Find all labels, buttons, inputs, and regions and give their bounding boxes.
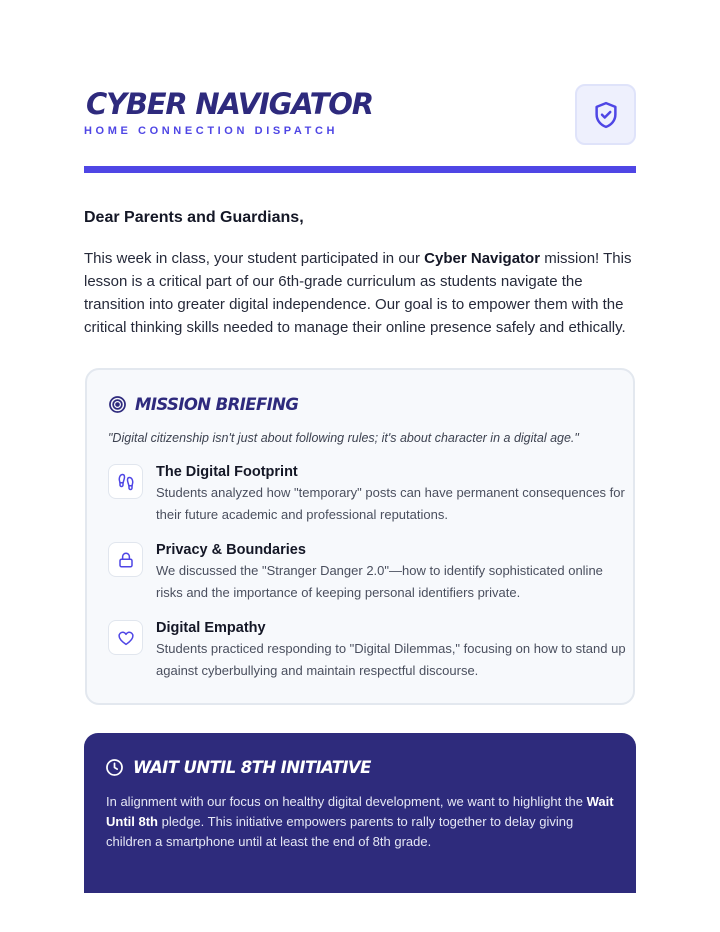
briefing-heading	[108, 392, 298, 416]
intro-text-end: mission! This lesson is a critical part of our 6th-grade curriculum as students navigate the transition into greater digital independence. Our goal is to empower them with the critical thinking skills needed to manage their online presence safely and ethically.	[84, 250, 632, 336]
item-title: The Digital Footprint	[156, 464, 298, 480]
lock-icon	[117, 551, 135, 569]
greeting: Dear Parents and Guardians,	[84, 209, 304, 226]
shield-badge	[575, 84, 636, 145]
briefing-quote: "Digital citizenship isn't just about following rules; it's about character in a digital age."	[108, 431, 579, 445]
clock-icon	[105, 758, 124, 777]
footprints-icon	[117, 473, 135, 491]
wait-highlight: Wait Until 8th	[106, 794, 614, 829]
intro-highlight: Cyber Navigator	[424, 250, 541, 267]
shield-check-icon	[591, 99, 621, 131]
item-description: Students analyzed how "temporary" posts can have permanent consequences for their future academic and professional reputations.	[156, 485, 625, 522]
intro-paragraph	[84, 247, 640, 339]
wait-title: WAIT UNTIL 8TH INITIATIVE	[133, 757, 371, 777]
header	[84, 84, 636, 146]
wait-text-end: pledge. This initiative empowers parents to rally together to delay giving children a smartphone until at least the end of 8th grade.	[106, 814, 574, 849]
briefing-title: MISSION BRIEFING	[135, 394, 299, 414]
intro-text-start: This week in class, your student participated in our	[84, 250, 425, 267]
wait-text-start: In alignment with our focus on healthy digital development, we want to highlight the	[106, 794, 587, 809]
header-divider	[84, 166, 636, 173]
item-title: Privacy & Boundaries	[156, 542, 306, 558]
item-icon-box	[108, 620, 143, 655]
target-icon	[108, 395, 127, 414]
item-title: Digital Empathy	[156, 620, 266, 636]
item-description: We discussed the "Stranger Danger 2.0"—how to identify sophisticated online risks and the importance of keeping personal identifiers private.	[156, 563, 603, 600]
wait-heading	[105, 755, 371, 779]
heart-icon	[117, 629, 135, 647]
page-subtitle: HOME CONNECTION DISPATCH	[84, 125, 339, 137]
item-icon-box	[108, 542, 143, 577]
wait-until-8th-banner	[84, 733, 636, 893]
item-description: Students practiced responding to "Digital Dilemmas," focusing on how to stand up against cyberbullying and maintain respectful discourse.	[156, 641, 626, 678]
mission-briefing-card	[85, 368, 635, 705]
item-icon-box	[108, 464, 143, 499]
wait-paragraph	[106, 792, 618, 852]
page-title: CYBER NAVIGATOR	[86, 87, 373, 121]
